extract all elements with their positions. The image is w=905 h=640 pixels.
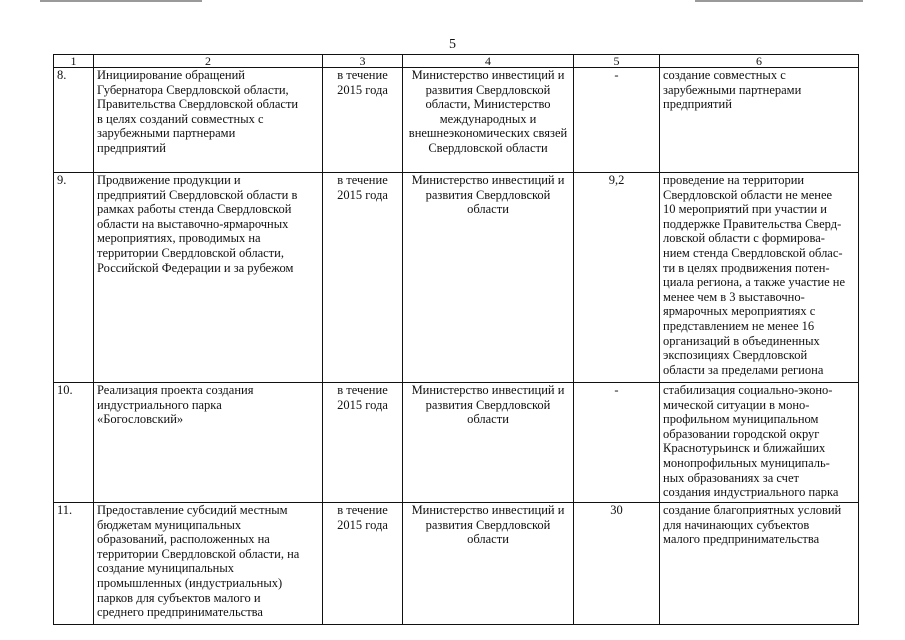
funding-amount: 30	[574, 503, 660, 625]
expected-result: создание благоприятных условий для начинающих субъектов малого предпринимательства	[663, 503, 842, 547]
table-row	[54, 68, 859, 173]
activity-name: Продвижение продукции и предприятий Свердловской области в рамках работы стенда Свердловской области на выставочно-ярмарочных мероприятиях, проводимых на территории Свердловской области, Российской Федерации и за рубежом	[97, 173, 298, 275]
scan-edge-right	[695, 0, 863, 2]
column-number-row	[54, 55, 859, 68]
executor: Министерство инвестиций и развития Свердловской области	[411, 173, 565, 217]
deadline: в течение 2015 года	[337, 503, 388, 532]
table-row	[54, 383, 859, 503]
column-number-3: 3	[323, 55, 403, 68]
expected-result: создание совместных с зарубежными партнерами предприятий	[663, 68, 802, 112]
column-number-2: 2	[94, 55, 323, 68]
table-row	[54, 173, 859, 383]
deadline: в течение 2015 года	[337, 68, 388, 97]
executor: Министерство инвестиций и развития Свердловской области, Министерство международных и внешнеэкономических связей Свердловской области	[408, 68, 568, 155]
plan-table	[53, 54, 859, 625]
row-number: 11.	[54, 503, 94, 625]
funding-amount: -	[574, 383, 660, 503]
column-number-6: 6	[660, 55, 859, 68]
deadline: в течение 2015 года	[337, 383, 388, 412]
activity-name: Реализация проекта создания индустриального парка «Богословский»	[97, 383, 254, 427]
executor: Министерство инвестиций и развития Свердловской области	[411, 503, 565, 547]
activity-name: Инициирование обращений Губернатора Свердловской области, Правительства Свердловской области в целях созданий совместных с зарубежными партнерами предприятий	[97, 68, 299, 155]
row-number: 9.	[54, 173, 94, 383]
row-number: 8.	[54, 68, 94, 173]
funding-amount: -	[574, 68, 660, 173]
executor: Министерство инвестиций и развития Свердловской области	[411, 383, 565, 427]
funding-amount: 9,2	[574, 173, 660, 383]
table-row	[54, 503, 859, 625]
expected-result: проведение на территории Свердловской области не менее 10 мероприятий при участии и поддержке Правительства Сверд- ловской области с формирова- нием стенда Свердловской облас- ти в целях продвижения потен- циала региона, а также участие не менее чем в 3 выставочно- ярмарочных мероприятиях с представлением не менее 16 организаций в объединенных экспозициях Свердловской области за пределами региона	[663, 173, 846, 377]
column-number-4: 4	[403, 55, 574, 68]
deadline: в течение 2015 года	[337, 173, 388, 202]
expected-result: стабилизация социально-эконо- мической ситуации в моно- профильном муниципальном образовании городской округ Краснотурьинск и ближайших монопрофильных муниципаль- ных образованиях за счет создания индустриального парка	[663, 383, 839, 500]
column-number-1: 1	[54, 55, 94, 68]
row-number: 10.	[54, 383, 94, 503]
activity-name: Предоставление субсидий местным бюджетам муниципальных образований, расположенных на территории Свердловской области, на создание муниципальных промышленных (индустриальных) парков для субъектов малого и среднего предпринимательства	[97, 503, 300, 620]
scan-edge-left	[40, 0, 202, 2]
page-number: 5	[449, 37, 456, 52]
column-number-5: 5	[574, 55, 660, 68]
